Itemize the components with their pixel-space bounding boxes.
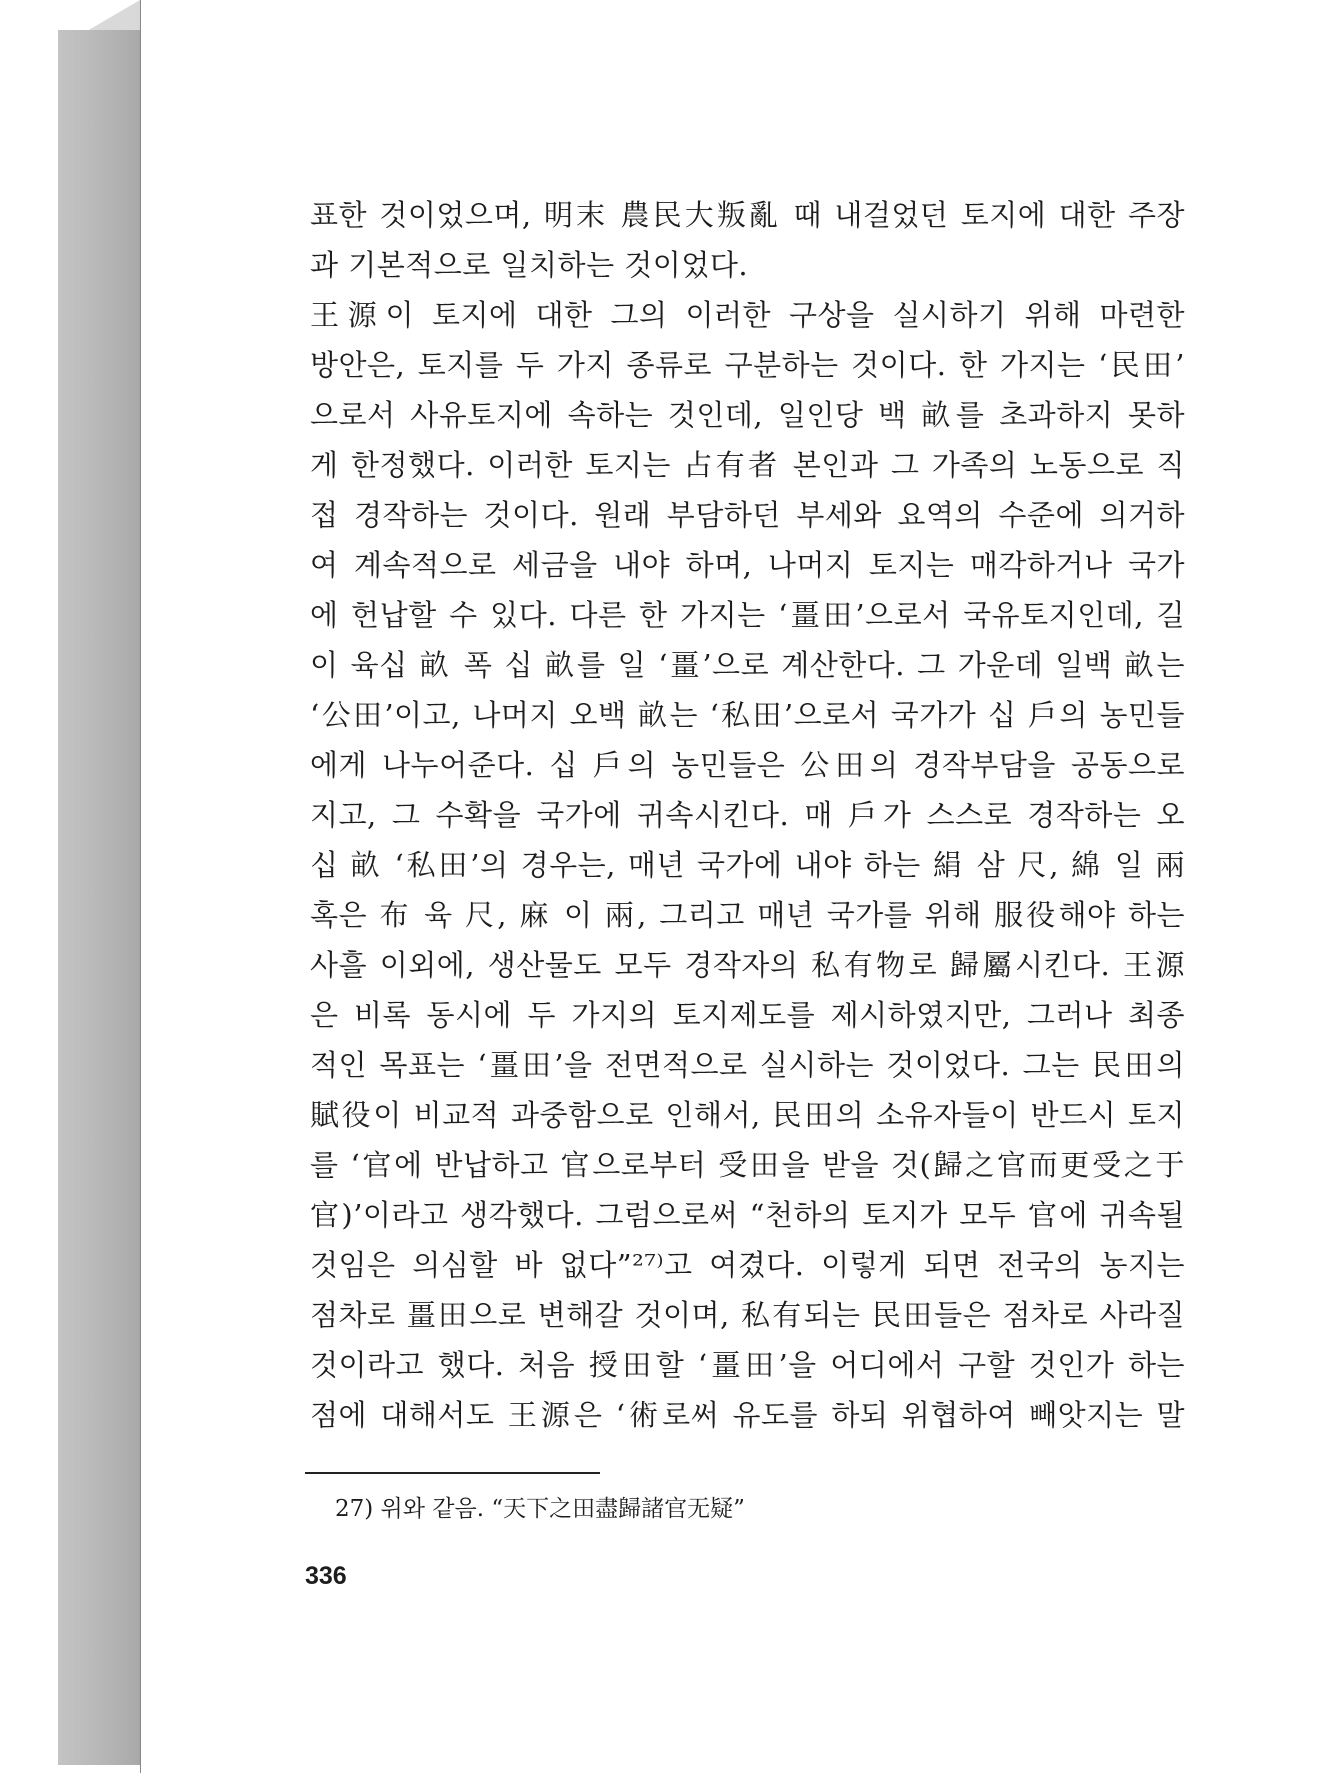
text-line: 를 ‘官에 반납하고 官으로부터 受田을 받을 것(歸之官而更受之于	[310, 1148, 1185, 1182]
text-line: 게 한정했다. 이러한 토지는 占有者 본인과 그 가족의 노동으로 직	[310, 448, 1185, 482]
text-line: 표한 것이었으며, 明末 農民大叛亂 때 내걸었던 토지에 대한 주장	[310, 198, 1185, 232]
text-line: 점에 대해서도 王源은 ‘術로써 유도를 하되 위협하여 빼앗지는 말	[310, 1398, 1185, 1432]
body-text	[310, 190, 1185, 1440]
text-line: 접 경작하는 것이다. 원래 부담하던 부세와 요역의 수준에 의거하	[310, 498, 1185, 532]
text-line: 이 육십 畝 폭 십 畝를 일 ‘畺’으로 계산한다. 그 가운데 일백 畝는	[310, 648, 1185, 682]
text-line: 지고, 그 수확을 국가에 귀속시킨다. 매 戶가 스스로 경작하는 오	[310, 798, 1185, 832]
text-line: 방안은, 토지를 두 가지 종류로 구분하는 것이다. 한 가지는 ‘民田’	[310, 348, 1185, 382]
text-line: 점차로 畺田으로 변해갈 것이며, 私有되는 民田들은 점차로 사라질	[310, 1298, 1185, 1332]
text-line: 혹은 布 육 尺, 麻 이 兩, 그리고 매년 국가를 위해 服役해야 하는	[310, 898, 1185, 932]
text-line: 것이라고 했다. 처음 授田할 ‘畺田’을 어디에서 구할 것인가 하는	[310, 1348, 1185, 1382]
footnote: 27) 위와 같음. “天下之田盡歸諸官无疑”	[335, 1496, 745, 1522]
text-line: 사흘 이외에, 생산물도 모두 경작자의 私有物로 歸屬시킨다. 王源	[310, 948, 1185, 982]
text-line: 과 기본적으로 일치하는 것이었다.	[310, 248, 749, 282]
text-line: 적인 목표는 ‘畺田’을 전면적으로 실시하는 것이었다. 그는 民田의	[310, 1048, 1185, 1082]
text-line: ‘公田’이고, 나머지 오백 畝는 ‘私田’으로서 국가가 십 戶의 농민들	[310, 698, 1185, 732]
text-line: 에게 나누어준다. 십 戶의 농민들은 公田의 경작부담을 공동으로	[310, 748, 1185, 782]
text-line: 에 헌납할 수 있다. 다른 한 가지는 ‘畺田’으로서 국유토지인데, 길	[310, 598, 1185, 632]
text-line: 여 계속적으로 세금을 내야 하며, 나머지 토지는 매각하거나 국가	[310, 548, 1185, 582]
text-line: 은 비록 동시에 두 가지의 토지제도를 제시하였지만, 그러나 최종	[310, 998, 1185, 1032]
page-number: 336	[305, 1562, 347, 1590]
footnote-divider	[305, 1472, 600, 1474]
text-line: 賦役이 비교적 과중함으로 인해서, 民田의 소유자들이 반드시 토지	[310, 1098, 1185, 1132]
book-spine	[58, 30, 140, 1765]
text-line: 십 畝 ‘私田’의 경우는, 매년 국가에 내야 하는 絹 삼 尺, 綿 일 兩	[310, 848, 1185, 882]
text-line: 官)’이라고 생각했다. 그럼으로써 “천하의 토지가 모두 官에 귀속될	[310, 1198, 1185, 1232]
text-line: 王源이 토지에 대한 그의 이러한 구상을 실시하기 위해 마련한	[310, 298, 1185, 332]
text-line: 으로서 사유토지에 속하는 것인데, 일인당 백 畝를 초과하지 못하	[310, 398, 1185, 432]
text-line: 것임은 의심할 바 없다”²⁷⁾고 여겼다. 이렇게 되면 전국의 농지는	[310, 1248, 1185, 1282]
